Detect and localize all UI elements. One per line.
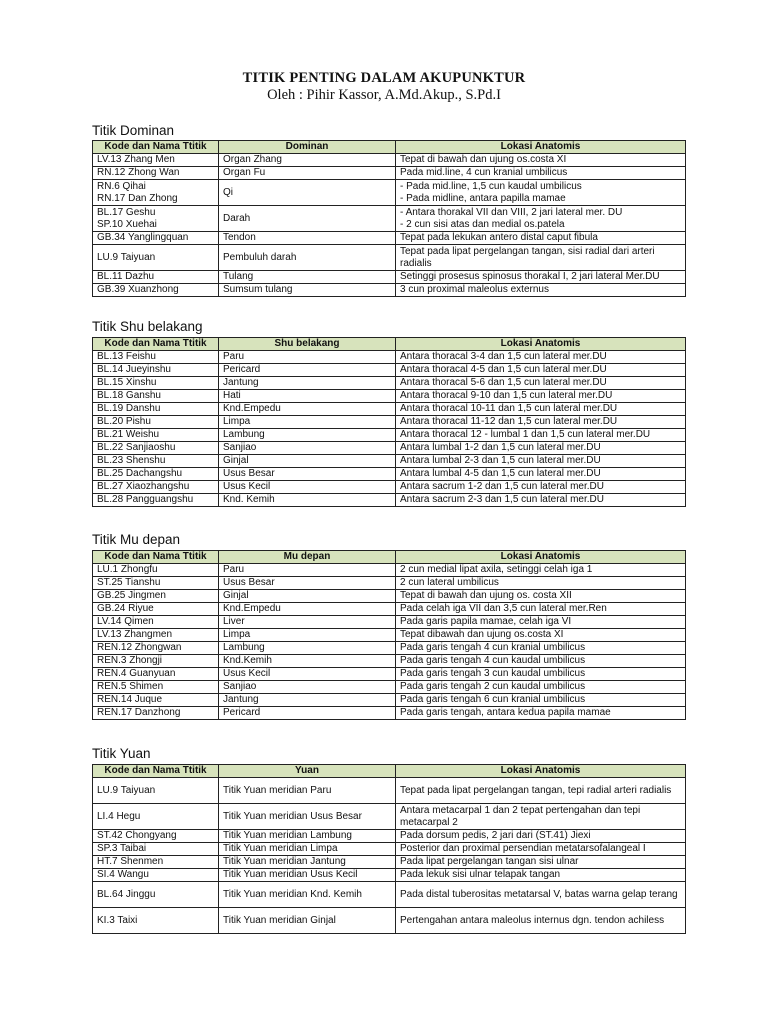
table-header: [93, 141, 686, 154]
table-row: [93, 154, 686, 167]
table-cell: Ginjal: [219, 455, 396, 468]
table-cell: Tendon: [219, 232, 396, 245]
table-cell: Antara lumbal 4-5 dan 1,5 cun lateral mer.DU: [396, 468, 686, 481]
table-cell: Darah: [219, 206, 396, 232]
table-cell: REN.3 Zhongji: [93, 655, 219, 668]
table-cell: Titik Yuan meridian Jantung: [219, 856, 396, 869]
table-dominan: [92, 140, 686, 297]
table-row: [93, 284, 686, 297]
table-row: [93, 180, 686, 206]
cell-line: RN.6 Qihai: [97, 180, 146, 192]
table-cell: Titik Yuan meridian Paru: [219, 778, 396, 804]
table-cell: Pada garis papila mamae, celah iga VI: [396, 616, 686, 629]
table-row: [93, 494, 686, 507]
table-cell: Antara sacrum 1-2 dan 1,5 cun lateral mer.DU: [396, 481, 686, 494]
table-cell: Antara sacrum 2-3 dan 1,5 cun lateral mer.DU: [396, 494, 686, 507]
table-cell: BL.19 Danshu: [93, 403, 219, 416]
table-row: [93, 681, 686, 694]
table-cell: [396, 180, 686, 206]
table-cell: BL.11 Dazhu: [93, 271, 219, 284]
table-cell: ST.42 Chongyang: [93, 830, 219, 843]
table-cell: Organ Fu: [219, 167, 396, 180]
bullet-item: - Pada midline, antara papilla mamae: [400, 193, 681, 205]
table-cell: Pada celah iga VII dan 3,5 cun lateral mer.Ren: [396, 603, 686, 616]
table-cell: GB.24 Riyue: [93, 603, 219, 616]
table-cell: Liver: [219, 616, 396, 629]
table-row: [93, 590, 686, 603]
table-row: [93, 668, 686, 681]
table-cell: Usus Besar: [219, 468, 396, 481]
table-row: [93, 830, 686, 843]
table-cell: Paru: [219, 351, 396, 364]
table-cell: Antara thoracal 12 - lumbal 1 dan 1,5 cun lateral mer.DU: [396, 429, 686, 442]
column-header: Dominan: [219, 141, 396, 154]
table-row: [93, 843, 686, 856]
table-cell: [93, 206, 219, 232]
table-cell: Jantung: [219, 694, 396, 707]
column-header: Lokasi Anatomis: [396, 338, 686, 351]
table-row: [93, 642, 686, 655]
table-cell: Tepat dibawah dan ujung os.costa XI: [396, 629, 686, 642]
table-cell: Pada garis tengah, antara kedua papila mamae: [396, 707, 686, 720]
table-cell: GB.34 Yanglingquan: [93, 232, 219, 245]
table-cell: Pada garis tengah 4 cun kaudal umbilicus: [396, 655, 686, 668]
table-cell: Setinggi prosesus spinosus thorakal I, 2 jari lateral Mer.DU: [396, 271, 686, 284]
table-cell: Usus Kecil: [219, 481, 396, 494]
table-cell: Knd.Kemih: [219, 655, 396, 668]
table-shu-belakang: [92, 337, 686, 507]
table-cell: SI.4 Wangu: [93, 869, 219, 882]
table-cell: REN.5 Shimen: [93, 681, 219, 694]
table-cell: Limpa: [219, 416, 396, 429]
table-row: [93, 778, 686, 804]
table-cell: [93, 180, 219, 206]
table-cell: 3 cun proximal maleolus externus: [396, 284, 686, 297]
table-header: [93, 551, 686, 564]
table-cell: Limpa: [219, 629, 396, 642]
table-row: [93, 167, 686, 180]
table-cell: BL.23 Shenshu: [93, 455, 219, 468]
table-cell: Pada lipat pergelangan tangan sisi ulnar: [396, 856, 686, 869]
table-cell: KI.3 Taixi: [93, 908, 219, 934]
table-cell: Antara thoracal 11-12 dan 1,5 cun lateral mer.DU: [396, 416, 686, 429]
bullet-item: - Pada mid.line, 1,5 cun kaudal umbilicus: [400, 181, 681, 193]
bullet-item: - 2 cun sisi atas dan medial os.patela: [400, 219, 681, 231]
table-cell: [396, 206, 686, 232]
table-cell: Pertengahan antara maleolus internus dgn. tendon achiless: [396, 908, 686, 934]
table-cell: REN.17 Danzhong: [93, 707, 219, 720]
table-cell: BL.13 Feishu: [93, 351, 219, 364]
table-row: [93, 416, 686, 429]
table-cell: Paru: [219, 564, 396, 577]
table-cell: Titik Yuan meridian Knd. Kemih: [219, 882, 396, 908]
table-cell: Lambung: [219, 429, 396, 442]
table-row: [93, 271, 686, 284]
table-cell: LU.9 Taiyuan: [93, 245, 219, 271]
table-cell: RN.12 Zhong Wan: [93, 167, 219, 180]
table-cell: BL.15 Xinshu: [93, 377, 219, 390]
table-cell: Hati: [219, 390, 396, 403]
table-cell: Ginjal: [219, 590, 396, 603]
table-cell: Antara lumbal 2-3 dan 1,5 cun lateral mer.DU: [396, 455, 686, 468]
table-cell: BL.18 Ganshu: [93, 390, 219, 403]
table-row: [93, 882, 686, 908]
table-cell: Antara lumbal 1-2 dan 1,5 cun lateral mer.DU: [396, 442, 686, 455]
column-header: Yuan: [219, 765, 396, 778]
table-row: [93, 206, 686, 232]
table-row: [93, 364, 686, 377]
table-cell: 2 cun medial lipat axila, setinggi celah iga 1: [396, 564, 686, 577]
table-cell: Pada garis tengah 6 cun kranial umbilicus: [396, 694, 686, 707]
document-title: TITIK PENTING DALAM AKUPUNKTUR: [242, 70, 526, 86]
table-cell: Pericard: [219, 364, 396, 377]
table-cell: Sumsum tulang: [219, 284, 396, 297]
table-row: [93, 232, 686, 245]
table-row: [93, 577, 686, 590]
column-header: Lokasi Anatomis: [396, 141, 686, 154]
table-row: [93, 403, 686, 416]
table-cell: Tepat pada lipat pergelangan tangan, sisi radial dari arteri radialis: [396, 245, 686, 271]
column-header: Lokasi Anatomis: [396, 551, 686, 564]
table-cell: Tepat di bawah dan ujung os. costa XII: [396, 590, 686, 603]
table-cell: Usus Kecil: [219, 668, 396, 681]
cell-line: RN.17 Dan Zhong: [97, 192, 178, 204]
table-cell: REN.4 Guanyuan: [93, 668, 219, 681]
table-cell: HT.7 Shenmen: [93, 856, 219, 869]
table-cell: Antara thoracal 3-4 dan 1,5 cun lateral mer.DU: [396, 351, 686, 364]
table-row: [93, 351, 686, 364]
table-yuan: [92, 764, 686, 934]
table-row: [93, 564, 686, 577]
table-cell: Organ Zhang: [219, 154, 396, 167]
document-author: Oleh : Pihir Kassor, A.Md.Akup., S.Pd.I: [267, 87, 501, 103]
table-cell: BL.25 Dachangshu: [93, 468, 219, 481]
table-cell: Pada distal tuberositas metatarsal V, batas warna gelap terang: [396, 882, 686, 908]
table-row: [93, 468, 686, 481]
column-header: Kode dan Nama Ttitik: [93, 765, 219, 778]
table-cell: GB.25 Jingmen: [93, 590, 219, 603]
table-row: [93, 707, 686, 720]
table-cell: Tepat pada lipat pergelangan tangan, tepi radial arteri radialis: [396, 778, 686, 804]
table-cell: Qi: [219, 180, 396, 206]
table-cell: GB.39 Xuanzhong: [93, 284, 219, 297]
table-cell: Pada mid.line, 4 cun kranial umbilicus: [396, 167, 686, 180]
table-cell: BL.20 Pishu: [93, 416, 219, 429]
table-cell: BL.27 Xiaozhangshu: [93, 481, 219, 494]
table-cell: Knd.Empedu: [219, 403, 396, 416]
table-row: [93, 804, 686, 830]
column-header: Kode dan Nama Ttitik: [93, 141, 219, 154]
table-cell: Jantung: [219, 377, 396, 390]
table-cell: Usus Besar: [219, 577, 396, 590]
table-cell: Tepat di bawah dan ujung os.costa XI: [396, 154, 686, 167]
table-cell: LV.14 Qimen: [93, 616, 219, 629]
table-cell: Antara metacarpal 1 dan 2 tepat pertengahan dan tepi metacarpal 2: [396, 804, 686, 830]
cell-line: BL.17 Geshu: [97, 206, 156, 218]
table-cell: LU.1 Zhongfu: [93, 564, 219, 577]
table-cell: Knd.Empedu: [219, 603, 396, 616]
section-heading-dominan: Titik Dominan: [92, 123, 175, 138]
table-cell: LU.9 Taiyuan: [93, 778, 219, 804]
table-row: [93, 603, 686, 616]
table-cell: Antara thoracal 4-5 dan 1,5 cun lateral mer.DU: [396, 364, 686, 377]
table-cell: Tulang: [219, 271, 396, 284]
table-cell: Lambung: [219, 642, 396, 655]
table-cell: Titik Yuan meridian Ginjal: [219, 908, 396, 934]
table-row: [93, 442, 686, 455]
table-cell: LI.4 Hegu: [93, 804, 219, 830]
table-row: [93, 455, 686, 468]
section-heading-yuan: Titik Yuan: [92, 746, 151, 761]
table-cell: BL.14 Jueyinshu: [93, 364, 219, 377]
table-row: [93, 616, 686, 629]
table-cell: Knd. Kemih: [219, 494, 396, 507]
table-cell: ST.25 Tianshu: [93, 577, 219, 590]
table-row: [93, 694, 686, 707]
table-cell: Antara thoracal 9-10 dan 1,5 cun lateral mer.DU: [396, 390, 686, 403]
table-row: [93, 245, 686, 271]
table-row: [93, 429, 686, 442]
table-cell: BL.21 Weishu: [93, 429, 219, 442]
table-cell: Pada dorsum pedis, 2 jari dari (ST.41) Jiexi: [396, 830, 686, 843]
column-header: Shu belakang: [219, 338, 396, 351]
column-header: Mu depan: [219, 551, 396, 564]
table-row: [93, 377, 686, 390]
table-cell: Pada garis tengah 3 cun kaudal umbilicus: [396, 668, 686, 681]
table-cell: Antara thoracal 5-6 dan 1,5 cun lateral mer.DU: [396, 377, 686, 390]
cell-line: SP.10 Xuehai: [97, 218, 157, 230]
table-cell: Sanjiao: [219, 681, 396, 694]
table-cell: Titik Yuan meridian Lambung: [219, 830, 396, 843]
table-row: [93, 481, 686, 494]
table-cell: Pericard: [219, 707, 396, 720]
table-row: [93, 908, 686, 934]
table-cell: Antara thoracal 10-11 dan 1,5 cun lateral mer.DU: [396, 403, 686, 416]
table-cell: REN.12 Zhongwan: [93, 642, 219, 655]
table-cell: SP.3 Taibai: [93, 843, 219, 856]
column-header: Kode dan Nama Ttitik: [93, 338, 219, 351]
table-row: [93, 856, 686, 869]
table-cell: Pada garis tengah 4 cun kranial umbilicus: [396, 642, 686, 655]
table-cell: Posterior dan proximal persendian metatarsofalangeal I: [396, 843, 686, 856]
table-cell: Pada garis tengah 2 cun kaudal umbilicus: [396, 681, 686, 694]
column-header: Lokasi Anatomis: [396, 765, 686, 778]
table-cell: Titik Yuan meridian Usus Kecil: [219, 869, 396, 882]
table-mu-depan: [92, 550, 686, 720]
table-cell: LV.13 Zhang Men: [93, 154, 219, 167]
table-cell: BL.64 Jinggu: [93, 882, 219, 908]
column-header: Kode dan Nama Ttitik: [93, 551, 219, 564]
table-cell: Pembuluh darah: [219, 245, 396, 271]
table-cell: Titik Yuan meridian Usus Besar: [219, 804, 396, 830]
table-header: [93, 338, 686, 351]
table-cell: 2 cun lateral umbilicus: [396, 577, 686, 590]
section-heading-shu-belakang: Titik Shu belakang: [92, 319, 203, 334]
table-row: [93, 629, 686, 642]
table-row: [93, 655, 686, 668]
table-cell: Sanjiao: [219, 442, 396, 455]
table-cell: LV.13 Zhangmen: [93, 629, 219, 642]
table-cell: Pada lekuk sisi ulnar telapak tangan: [396, 869, 686, 882]
table-cell: REN.14 Juque: [93, 694, 219, 707]
bullet-item: - Antara thorakal VII dan VIII, 2 jari lateral mer. DU: [400, 207, 681, 219]
table-cell: Titik Yuan meridian Limpa: [219, 843, 396, 856]
table-cell: BL.22 Sanjiaoshu: [93, 442, 219, 455]
table-cell: Tepat pada lekukan antero distal caput fibula: [396, 232, 686, 245]
table-header: [93, 765, 686, 778]
section-heading-mu-depan: Titik Mu depan: [92, 532, 181, 547]
table-cell: BL.28 Pangguangshu: [93, 494, 219, 507]
table-row: [93, 869, 686, 882]
table-row: [93, 390, 686, 403]
